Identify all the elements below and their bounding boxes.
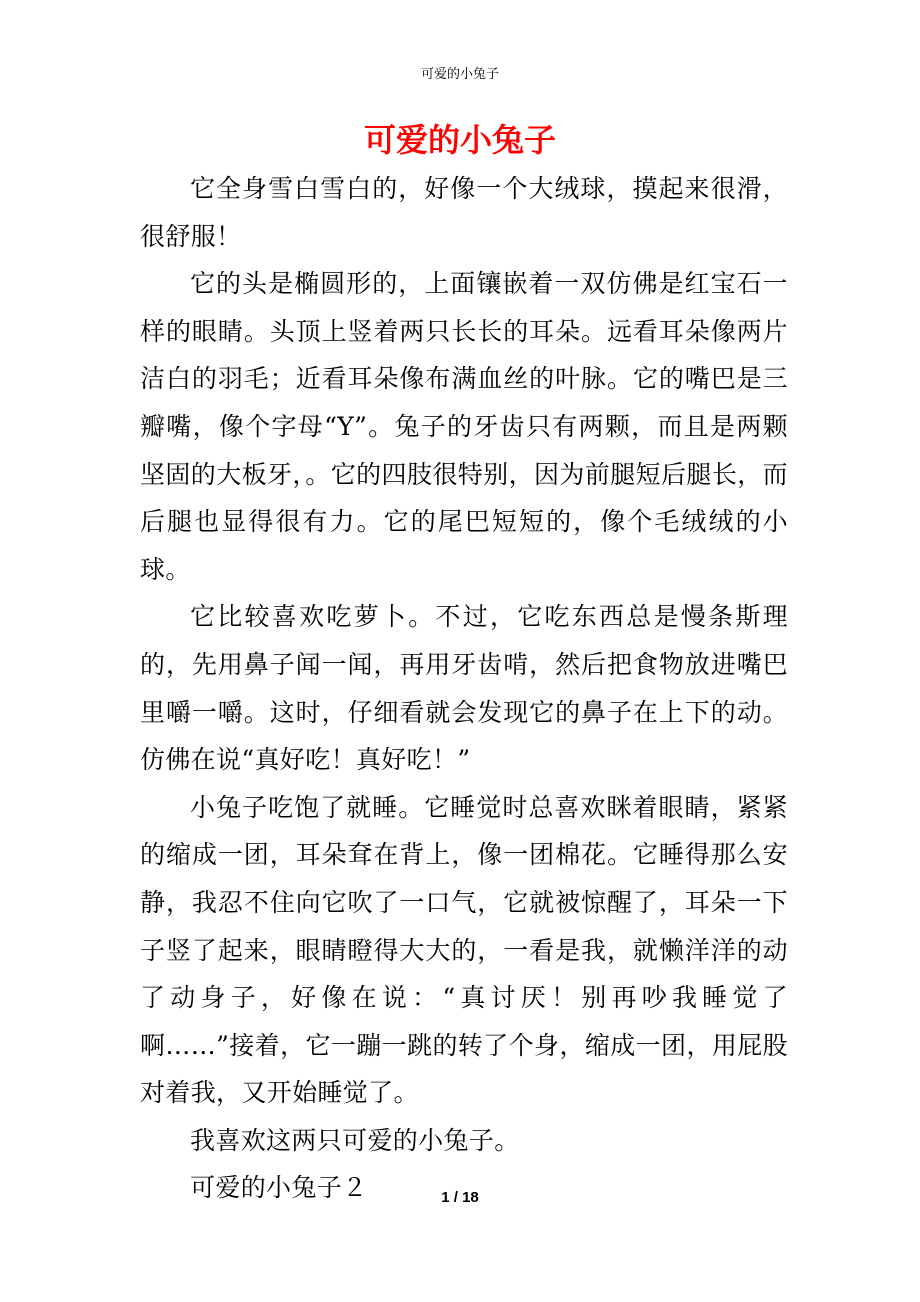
- page-number: 1 / 18: [441, 1189, 479, 1206]
- paragraph: 它比较喜欢吃萝卜。不过，它吃东西总是慢条斯理的，先用鼻子闻一闻，再用牙齿啃，然后把食物放进嘴巴里嚼一嚼。这时，仔细看就会发现它的鼻子在上下的动。仿佛在说“真好吃！真好吃！”: [140, 602, 788, 775]
- paragraph: 它的头是椭圆形的，上面镶嵌着一双仿佛是红宝石一样的眼睛。头顶上竖着两只长长的耳朵。远看耳朵像两片洁白的羽毛；近看耳朵像布满血丝的叶脉。它的嘴巴是三瓣嘴，像个字母“Y”。兔子的牙齿只有两颗，而且是两颗坚固的大板牙，。它的四肢很特别，因为前腿短后腿长，而后腿也显得很有力。它的尾巴短短的，像个毛绒绒的小球。: [140, 269, 788, 584]
- paragraph: 我喜欢这两只可爱的小兔子。: [190, 1125, 520, 1155]
- document-title: 可爱的小兔子: [363, 121, 556, 159]
- paragraph: 它全身雪白雪白的，好像一个大绒球，摸起来很滑，很舒服！: [140, 174, 788, 251]
- running-header: 可爱的小兔子: [420, 67, 499, 82]
- paragraph: 可爱的小兔子２: [190, 1173, 368, 1203]
- document-body: [140, 165, 788, 1212]
- paragraph: 小兔子吃饱了就睡。它睡觉时总喜欢眯着眼睛，紧紧的缩成一团，耳朵耷在背上，像一团棉花。它睡得那么安静，我忍不住向它吹了一口气，它就被惊醒了，耳朵一下子竖了起来，眼睛瞪得大大的，一看是我，就懒洋洋的动了动身子，好像在说：“真讨厌！别再吵我睡觉了啊……”接着，它一蹦一跳的转了个身，缩成一团，用屁股对着我，又开始睡觉了。: [140, 792, 788, 1108]
